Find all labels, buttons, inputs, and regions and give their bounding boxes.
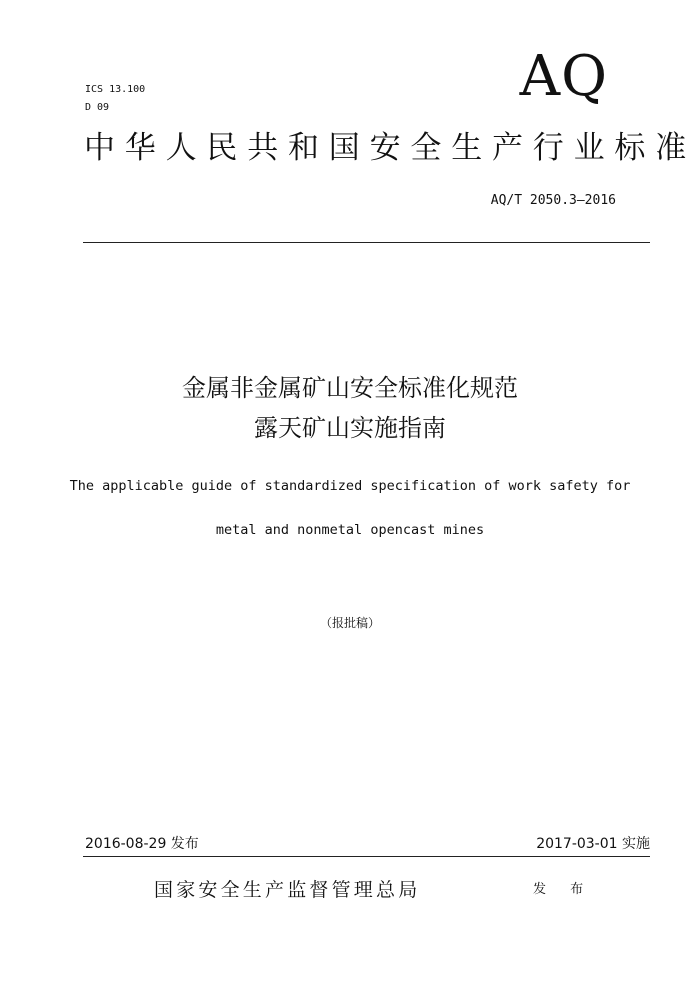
title-en-line-2: metal and nonmetal opencast mines bbox=[215, 522, 485, 538]
standard-number: AQ/T 2050.3—2016 bbox=[490, 193, 616, 208]
implementation-date: 2017-03-01 实施 bbox=[536, 836, 650, 852]
ics-code: ICS 13.100 bbox=[85, 84, 146, 95]
title-cn-line-1: 金属非金属矿山安全标准化规范 bbox=[182, 374, 518, 402]
issue-date: 2016-08-29 发布 bbox=[85, 836, 199, 852]
ccs-code: D 09 bbox=[85, 102, 110, 113]
issuing-authority: 国家安全生产监督管理总局 bbox=[154, 879, 421, 901]
draft-status: （报批稿） bbox=[319, 616, 380, 630]
footer-divider bbox=[83, 856, 650, 857]
title-en-line-1: The applicable guide of standardized specification of work safety for bbox=[69, 478, 631, 494]
issue-label: 发 布 bbox=[533, 882, 594, 897]
aq-logo: AQ bbox=[519, 44, 608, 109]
header-divider bbox=[83, 242, 650, 243]
title-cn-line-2: 露天矿山实施指南 bbox=[254, 414, 446, 442]
standard-type-heading: 中华人民共和国安全生产行业标准 bbox=[84, 130, 696, 166]
